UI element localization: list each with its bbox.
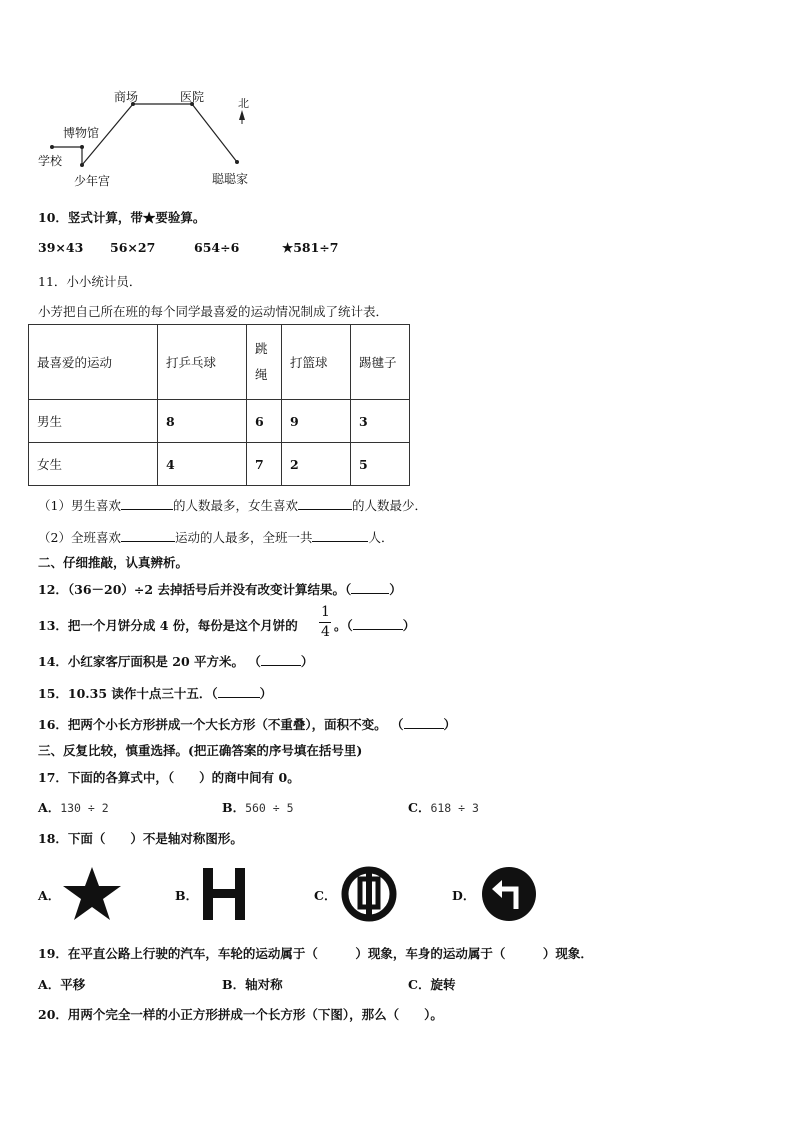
table-header-row bbox=[29, 325, 410, 400]
turn-left-sign-icon[interactable] bbox=[480, 865, 538, 923]
map-label-hospital: 医院 bbox=[180, 90, 205, 104]
q17-option-c-letter: C． bbox=[408, 800, 431, 815]
q13-close: ） bbox=[402, 618, 416, 633]
q11-sub2-text-b: 运动的人最多，全班一共 bbox=[174, 530, 313, 545]
q12 bbox=[38, 580, 402, 598]
q19-option-a[interactable]: A．平移 bbox=[38, 977, 86, 992]
q13-answer-blank[interactable] bbox=[353, 629, 403, 630]
q16-answer-blank[interactable] bbox=[404, 728, 444, 729]
q13-tail bbox=[334, 616, 415, 634]
q14-text: 14．小红家客厅面积是 20 平方米。 （ bbox=[38, 654, 261, 669]
q17-option-b-letter: B． bbox=[222, 800, 246, 815]
q14-close: ） bbox=[300, 654, 314, 669]
map-label-youth-palace: 少年宫 bbox=[74, 174, 111, 188]
q11-sub1-text-a: （1）男生喜欢 bbox=[38, 498, 121, 513]
q16-close: ） bbox=[443, 717, 457, 732]
q17-option-a-letter: A． bbox=[38, 800, 61, 815]
table-cell: 8 bbox=[158, 400, 247, 443]
q13-fraction-numerator: 1 bbox=[321, 604, 330, 620]
table-cell: 7 bbox=[247, 443, 282, 486]
q12-close: ） bbox=[389, 582, 402, 597]
map-point-youth-palace bbox=[80, 163, 84, 167]
q16-text: 16．把两个小长方形拼成一个大长方形（不重叠），面积不变。 （ bbox=[38, 717, 404, 732]
table-header-cell: 跳绳 bbox=[247, 325, 282, 400]
table-cell: 女生 bbox=[29, 443, 158, 486]
table-header-cell: 最喜爱的运动 bbox=[29, 325, 158, 400]
q11-sub2 bbox=[38, 528, 394, 546]
table-row bbox=[29, 400, 410, 443]
table-cell: 2 bbox=[282, 443, 351, 486]
table-cell: 5 bbox=[351, 443, 410, 486]
q13-text-a: 13．把一个月饼分成 4 份，每份是这个月饼的 bbox=[38, 618, 298, 633]
star-icon[interactable] bbox=[60, 865, 124, 923]
q19-option-b[interactable]: B．轴对称 bbox=[222, 977, 283, 992]
q10-item-4: ★581÷7 bbox=[282, 240, 339, 255]
q10-item-2: 56×27 bbox=[110, 240, 156, 255]
table-cell: 3 bbox=[351, 400, 410, 443]
section-2-heading: 二、仔细推敲，认真辨析。 bbox=[38, 555, 189, 570]
q12-text: 12．（36－20）÷2 去掉括号后并没有改变计算结果。（ bbox=[38, 582, 352, 597]
q17-option-a-text: 130 ÷ 2 bbox=[60, 801, 109, 815]
q11-sub2-text-a: （2）全班喜欢 bbox=[38, 530, 121, 545]
table-cell: 4 bbox=[158, 443, 247, 486]
q11-sub2-blank-2[interactable] bbox=[312, 541, 368, 542]
bank-logo-icon[interactable] bbox=[340, 865, 398, 923]
q10-item-3: 654÷6 bbox=[194, 240, 240, 255]
q11-sub1-blank-1[interactable] bbox=[121, 509, 173, 510]
q15-text: 15．10.35 读作十点三十五．（ bbox=[38, 686, 218, 701]
q17-option-c-text: 618 ÷ 3 bbox=[430, 801, 479, 815]
q11-intro: 小芳把自己所在班的每个同学最喜爱的运动情况制成了统计表． bbox=[38, 304, 389, 319]
q10-title: 10．竖式计算，带★要验算。 bbox=[38, 210, 206, 225]
q18-title: 18．下面（ ）不是轴对称图形。 bbox=[38, 831, 243, 846]
table-cell: 9 bbox=[282, 400, 351, 443]
q11-sub2-text-c: 人． bbox=[368, 530, 394, 545]
q13-fraction-denominator: 4 bbox=[321, 624, 330, 640]
map-label-north: 北 bbox=[238, 97, 249, 110]
q15 bbox=[38, 684, 272, 702]
map-point-congcong-home bbox=[235, 160, 239, 164]
q17-option-c[interactable] bbox=[408, 798, 479, 816]
q15-answer-blank[interactable] bbox=[218, 697, 260, 698]
q18-option-d-letter[interactable]: D． bbox=[452, 888, 476, 903]
table-header-cell: 打乒乓球 bbox=[158, 325, 247, 400]
q17-option-b[interactable] bbox=[222, 798, 294, 816]
q14 bbox=[38, 652, 313, 670]
q11-sub2-blank-1[interactable] bbox=[121, 541, 175, 542]
q19-title: 19．在平直公路上行驶的汽车，车轮的运动属于（ ）现象，车身的运动属于（ ）现象． bbox=[38, 946, 593, 961]
q11-sub1-text-c: 的人数最少． bbox=[351, 498, 427, 513]
letter-h-icon[interactable] bbox=[200, 866, 248, 922]
q10-item-1: 39×43 bbox=[38, 240, 84, 255]
q11-sub1 bbox=[38, 496, 427, 514]
stats-table bbox=[28, 324, 410, 486]
map-point-museum bbox=[80, 145, 84, 149]
table-cell: 男生 bbox=[29, 400, 158, 443]
q13-fraction-bar bbox=[319, 622, 331, 623]
map-point-school bbox=[50, 145, 54, 149]
q11-title: 11．小小统计员． bbox=[38, 274, 142, 289]
q13 bbox=[38, 616, 298, 634]
north-arrow-icon bbox=[239, 110, 245, 120]
q17-option-a[interactable] bbox=[38, 798, 109, 816]
table-row bbox=[29, 443, 410, 486]
table-cell: 6 bbox=[247, 400, 282, 443]
q16 bbox=[38, 715, 456, 733]
q18-option-a-letter[interactable]: A． bbox=[38, 888, 61, 903]
map-label-school: 学校 bbox=[38, 154, 63, 168]
table-header-cell: 踢毽子 bbox=[351, 325, 410, 400]
q20-title: 20．用两个完全一样的小正方形拼成一个长方形（下图），那么（ ）。 bbox=[38, 1007, 443, 1022]
table-header-cell: 打篮球 bbox=[282, 325, 351, 400]
q11-sub1-text-b: 的人数最多，女生喜欢 bbox=[172, 498, 298, 513]
q19-option-c[interactable]: C．旋转 bbox=[408, 977, 456, 992]
map-label-mall: 商场 bbox=[114, 90, 139, 104]
q17-title: 17．下面的各算式中，（ ）的商中间有 0。 bbox=[38, 770, 300, 785]
q13-text-b: 。（ bbox=[334, 618, 353, 633]
q18-option-b-letter[interactable]: B． bbox=[175, 888, 199, 903]
q12-answer-blank[interactable] bbox=[351, 593, 389, 594]
q18-option-c-letter[interactable]: C． bbox=[314, 888, 337, 903]
map-label-museum: 博物馆 bbox=[63, 126, 100, 140]
q14-answer-blank[interactable] bbox=[261, 665, 301, 666]
section-3-heading: 三、反复比较，慎重选择。(把正确答案的序号填在括号里) bbox=[38, 743, 363, 758]
q17-option-b-text: 560 ÷ 5 bbox=[245, 801, 294, 815]
q11-sub1-blank-2[interactable] bbox=[298, 509, 352, 510]
map-label-congcong-home: 聪聪家 bbox=[212, 172, 249, 186]
q15-close: ） bbox=[259, 686, 273, 701]
